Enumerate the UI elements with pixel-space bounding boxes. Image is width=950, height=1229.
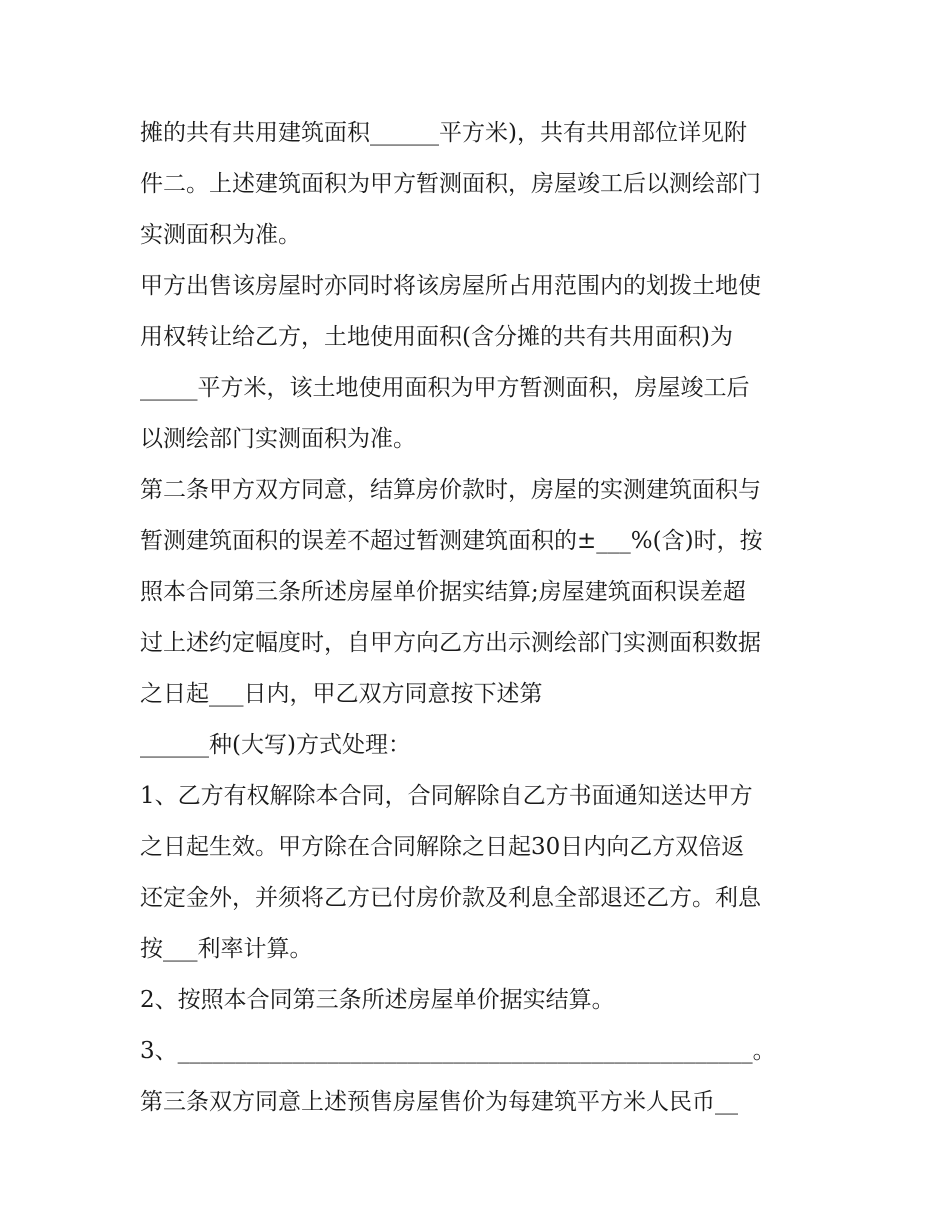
text-line: 2、按照本合同第三条所述房屋单价据实结算。 [140, 987, 615, 1013]
text-line: 还定金外，并须将乙方已付房价款及利息全部退还乙方。利息 [140, 885, 761, 911]
text-line: 以测绘部门实测面积为准。 [140, 426, 416, 452]
text-line: 按___利率计算。 [140, 936, 313, 962]
text-line: 实测面积为准。 [140, 222, 301, 248]
text-line: 第二条甲方双方同意，结算房价款时，房屋的实测建筑面积与 [140, 477, 761, 503]
contract-text [140, 108, 820, 1128]
text-line: _____平方米，该土地使用面积为甲方暂测面积，房屋竣工后 [140, 375, 750, 401]
text-line: 1、乙方有权解除本合同，合同解除自乙方书面通知送达甲方 [140, 783, 753, 809]
text-line: 之日起___日内，甲乙双方同意按下述第 [140, 681, 543, 707]
text-line: 之日起生效。甲方除在合同解除之日起30日内向乙方双倍返 [140, 834, 745, 860]
text-line: 件二。上述建筑面积为甲方暂测面积，房屋竣工后以测绘部门 [140, 171, 761, 197]
text-line: 过上述约定幅度时，自甲方向乙方出示测绘部门实测面积数据 [140, 630, 761, 656]
text-line: ______种(大写)方式处理： [140, 732, 411, 758]
text-line: 暂测建筑面积的误差不超过暂测建筑面积的±___%(含)时，按 [140, 528, 763, 554]
text-line: 摊的共有共用建筑面积______平方米)，共有共用部位详见附 [140, 120, 747, 146]
text-line: 第三条双方同意上述预售房屋售价为每建筑平方米人民币__ [140, 1089, 738, 1115]
text-line: 用权转让给乙方，土地使用面积(含分摊的共有共用面积)为 [140, 324, 733, 350]
text-line: 3、__________________________________________________。 [140, 1038, 776, 1064]
text-line: 照本合同第三条所述房屋单价据实结算;房屋建筑面积误差超 [140, 579, 746, 605]
text-line: 甲方出售该房屋时亦同时将该房屋所占用范围内的划拨土地使 [140, 273, 761, 299]
